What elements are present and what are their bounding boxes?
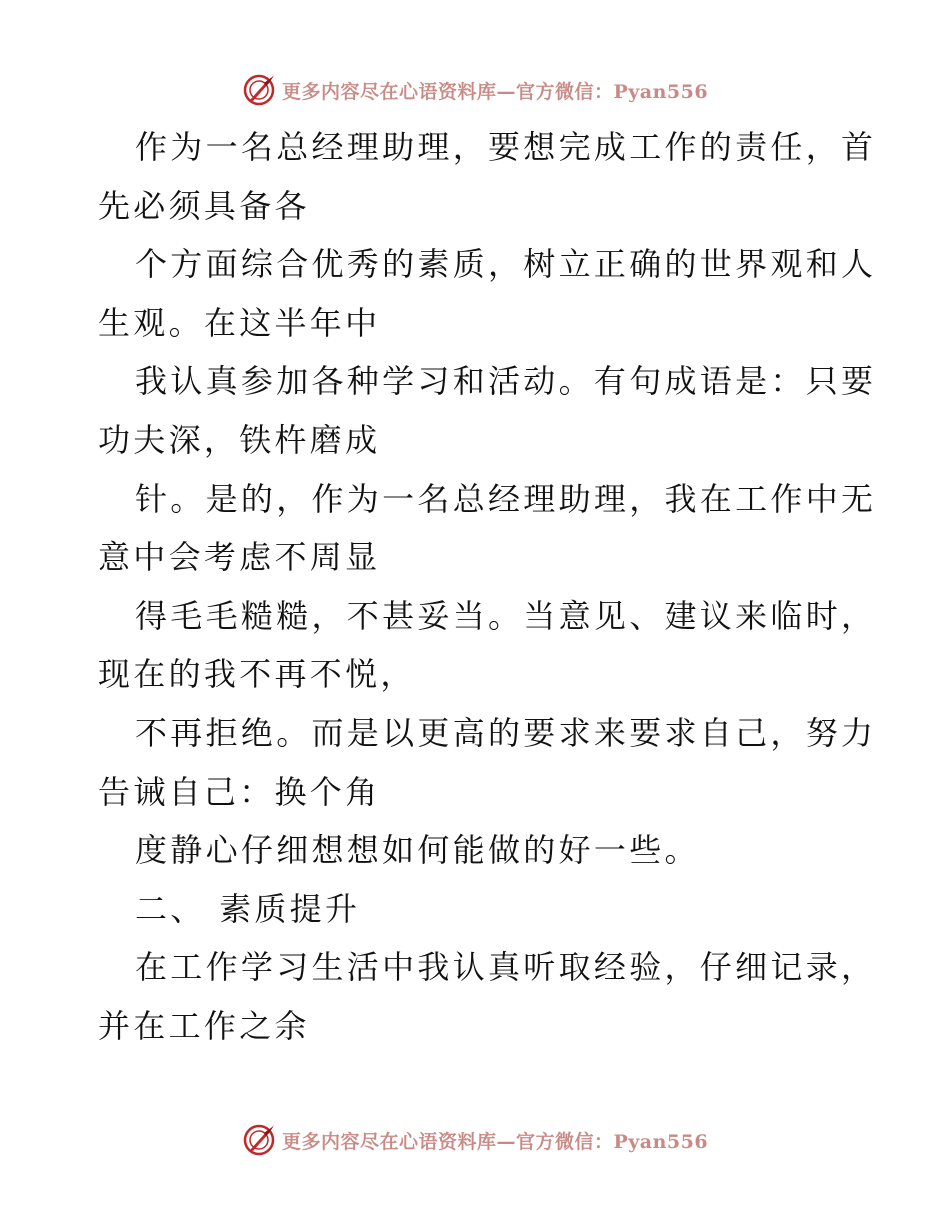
body-line: 度静心仔细想想如何能做的好一些。 bbox=[135, 831, 700, 870]
body-line: 作为一名总经理助理，要想完成工作的责任，首 bbox=[135, 128, 877, 166]
body-line: 不再拒绝。而是以更高的要求来要求自己，努力 bbox=[135, 713, 877, 752]
body-line: 在工作学习生活中我认真听取经验，仔细记录， bbox=[135, 948, 877, 987]
body-line: 现在的我不再不悦， bbox=[98, 655, 416, 694]
header-slogan: 更多内容尽在心语资料库—官方微信：Pyan556 bbox=[281, 80, 709, 103]
body-line: 功夫深，铁杵磨成 bbox=[98, 420, 381, 459]
section-heading: 二、 素质提升 bbox=[135, 889, 361, 928]
document-body bbox=[98, 118, 877, 1056]
body-line: 得毛毛糙糙，不甚妥当。当意见、建议来临时， bbox=[135, 596, 877, 635]
body-line: 我认真参加各种学习和活动。有句成语是：只要 bbox=[135, 362, 877, 401]
header-banner bbox=[0, 70, 950, 110]
footer-slogan: 更多内容尽在心语资料库—官方微信：Pyan556 bbox=[281, 1130, 709, 1153]
body-line: 针。是的，作为一名总经理助理，我在工作中无 bbox=[135, 479, 877, 518]
footer-banner bbox=[0, 1120, 950, 1160]
body-line: 意中会考虑不周显 bbox=[98, 538, 381, 577]
quill-seal-icon bbox=[242, 1123, 276, 1157]
body-line: 并在工作之余 bbox=[98, 1006, 310, 1045]
body-line: 个方面综合优秀的素质，树立正确的世界观和人 bbox=[135, 245, 877, 284]
quill-seal-icon bbox=[242, 73, 276, 107]
body-line: 告诫自己：换个角 bbox=[98, 772, 381, 811]
body-line: 生观。在这半年中 bbox=[98, 303, 381, 342]
body-line: 先必须具备各 bbox=[98, 186, 310, 225]
